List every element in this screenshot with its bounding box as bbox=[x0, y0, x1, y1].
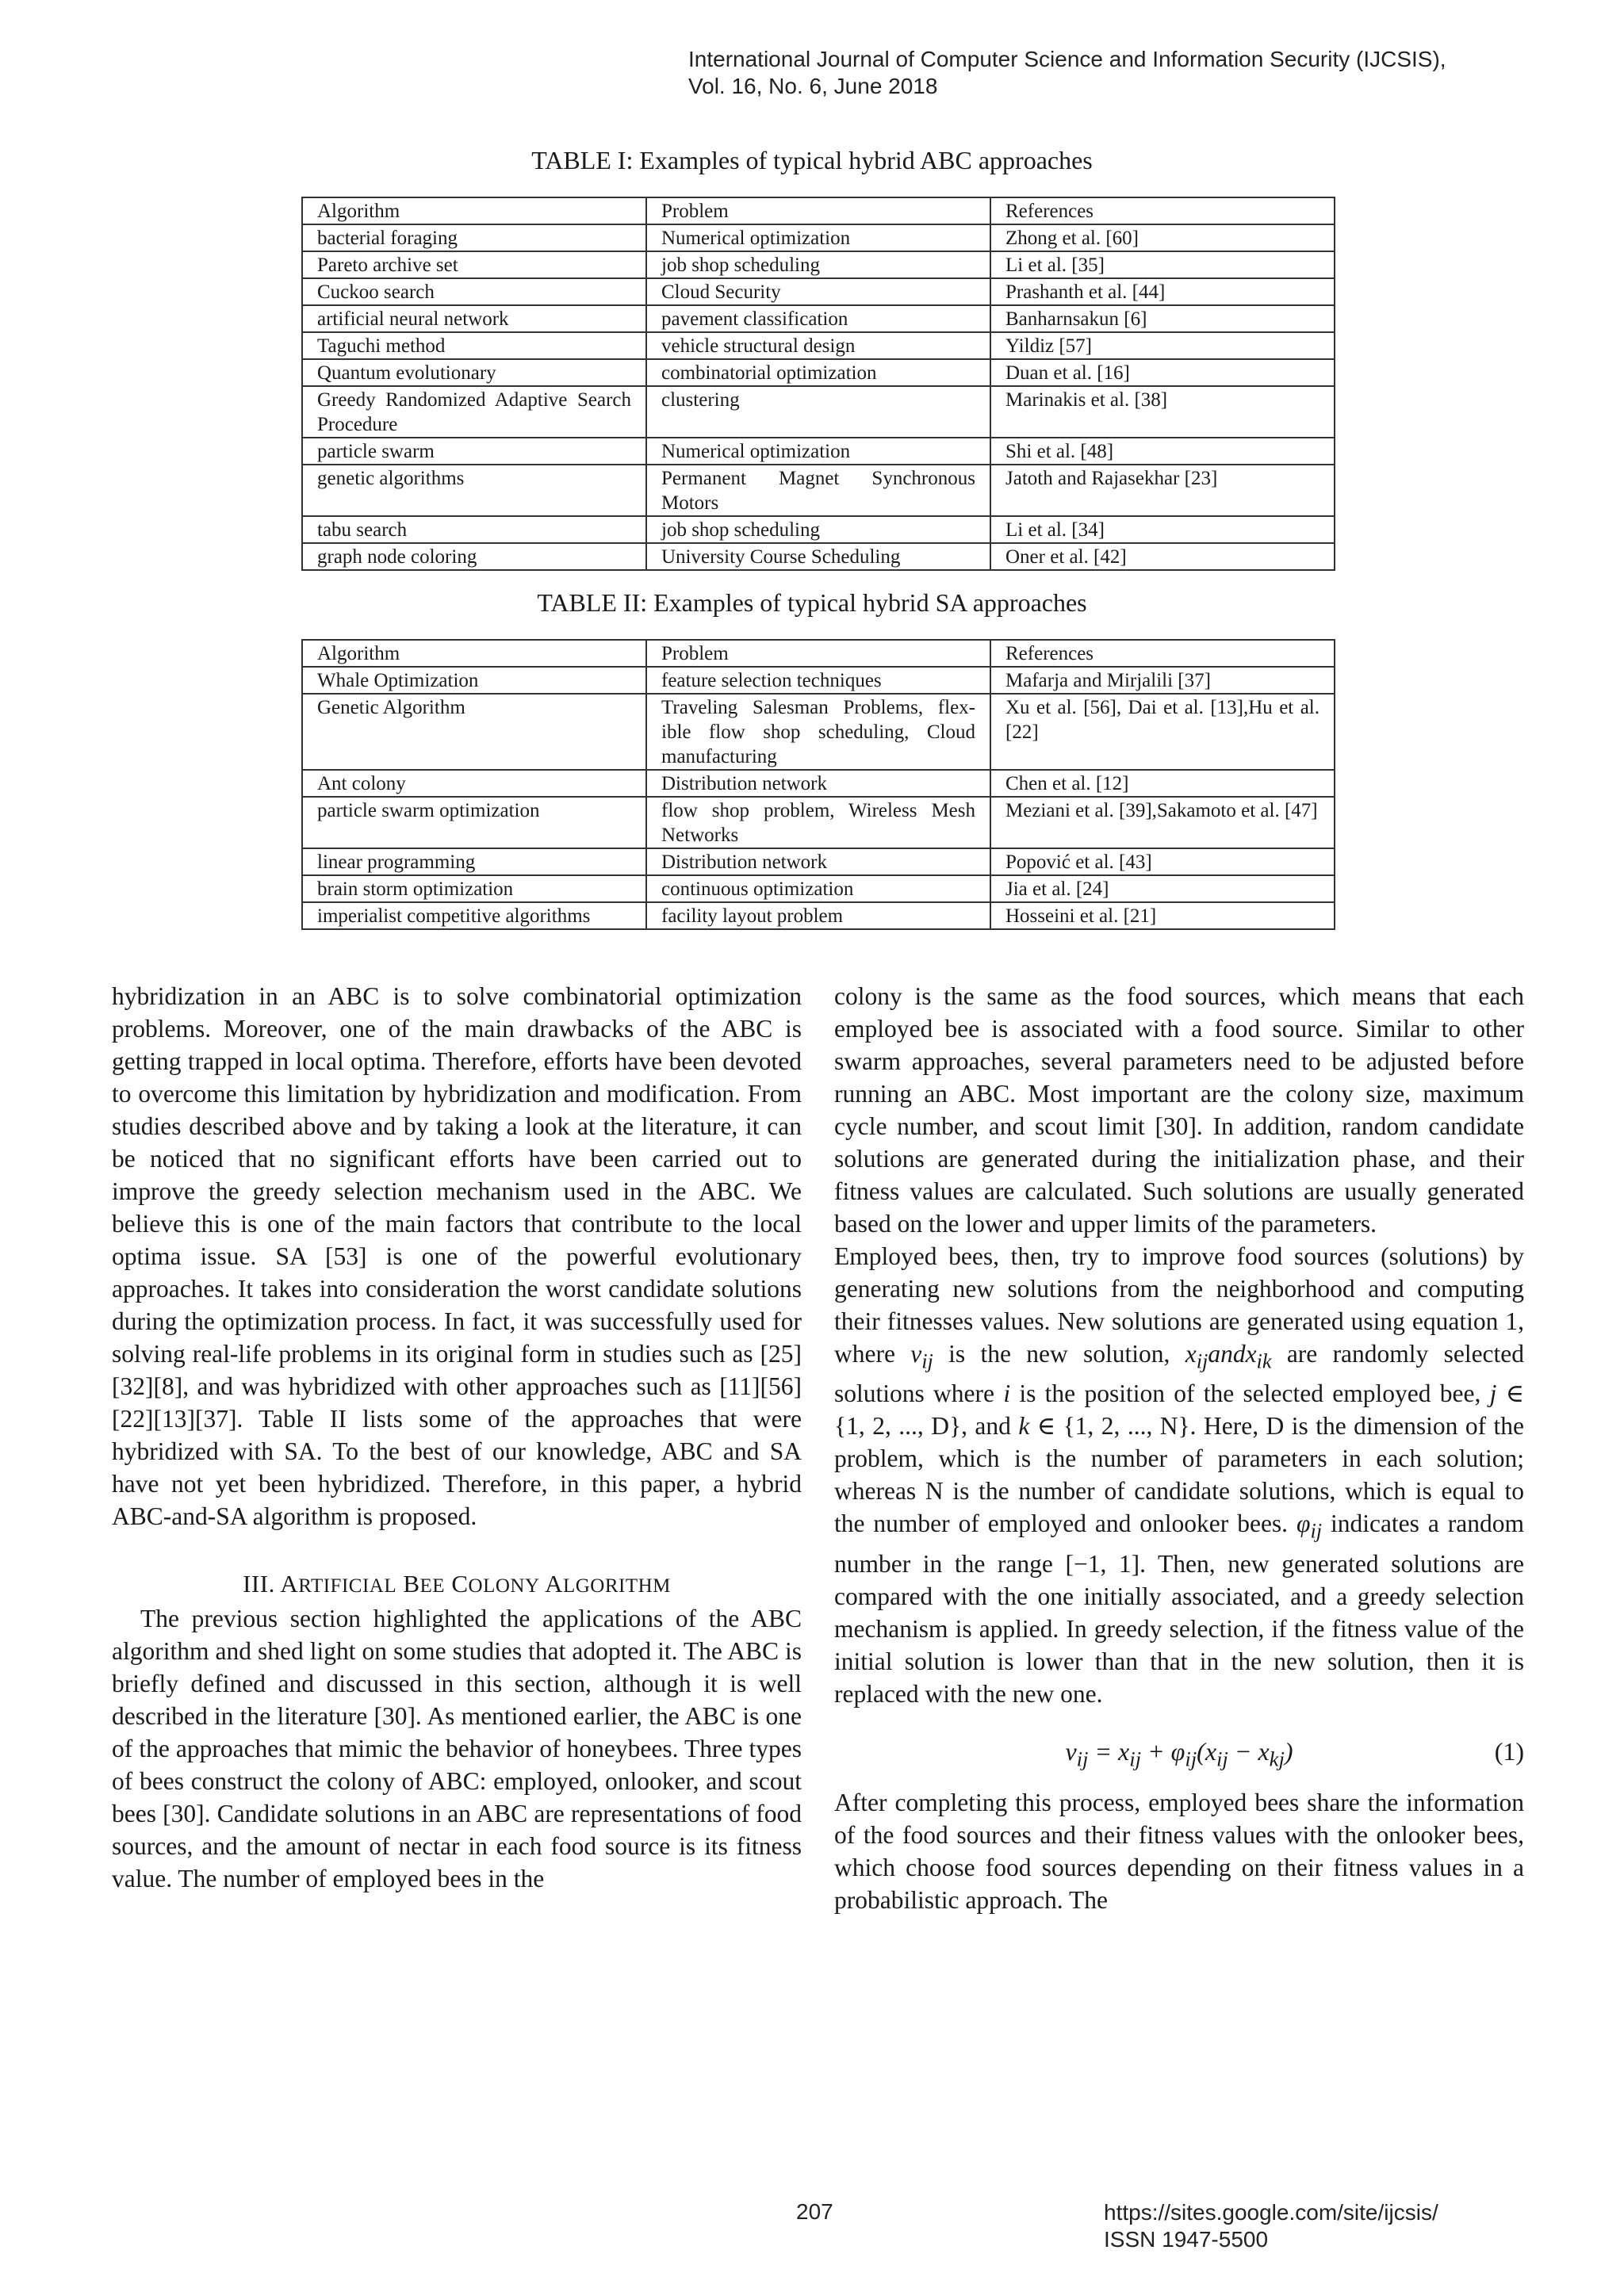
table-cell: Permanent Magnet Synchronous Motors bbox=[646, 465, 990, 516]
table-cell: particle swarm optimization bbox=[302, 797, 646, 848]
header-cell: Algorithm bbox=[302, 197, 646, 224]
header-cell: Problem bbox=[646, 640, 990, 667]
table-cell: Duan et al. [16] bbox=[990, 359, 1335, 386]
table-cell: Traveling Salesman Problems, flex-ible flow shop scheduling, Cloud manufacturing bbox=[646, 694, 990, 770]
table1-caption: TABLE I: Examples of typical hybrid ABC approaches bbox=[531, 146, 1093, 174]
table-cell: Marinakis et al. [38] bbox=[990, 386, 1335, 438]
table1 bbox=[301, 197, 1335, 571]
table-cell: flow shop problem, Wireless Mesh Networks bbox=[646, 797, 990, 848]
table-cell: Jia et al. [24] bbox=[990, 875, 1335, 902]
table-cell: bacterial foraging bbox=[302, 224, 646, 251]
table-cell: Pareto archive set bbox=[302, 251, 646, 278]
table-cell: artificial neural network bbox=[302, 305, 646, 332]
journal-header-line2: Vol. 16, No. 6, June 2018 bbox=[688, 74, 938, 98]
table-cell: Greedy Randomized Adaptive Search Procedure bbox=[302, 386, 646, 438]
footer-issn: ISSN 1947-5500 bbox=[1104, 2227, 1269, 2252]
table-cell: Mafarja and Mirjalili [37] bbox=[990, 667, 1335, 694]
table-row bbox=[302, 516, 1335, 543]
table-row bbox=[302, 902, 1335, 929]
table-cell: feature selection techniques bbox=[646, 667, 990, 694]
table-cell: brain storm optimization bbox=[302, 875, 646, 902]
table-cell: vehicle structural design bbox=[646, 332, 990, 359]
table-cell: Popović et al. [43] bbox=[990, 848, 1335, 875]
table-cell: job shop scheduling bbox=[646, 251, 990, 278]
section-number: III. bbox=[243, 1570, 275, 1598]
left-paragraph-2: The previous section highlighted the applications of the ABC algorithm and shed light on some studies that adopted it. The ABC is briefly defined and discussed in this section, although it is well described in the literature [30]. As mentioned earlier, the ABC is one of the approaches that mimic the behavior of honeybees. Three types of bees construct the colony of ABC: employed, onlooker, and scout bees [30]. Candidate solutions in an ABC are representations of food sources, and the amount of nectar in each food source is its fitness value. The number of employed bees in the bbox=[112, 1605, 802, 1892]
table-row bbox=[302, 278, 1335, 305]
table-cell: Hosseini et al. [21] bbox=[990, 902, 1335, 929]
math-x-and-x: $x_{ij}andx_{ik}$ bbox=[1185, 1340, 1272, 1373]
p2-text-e: and bbox=[975, 1412, 1011, 1441]
page-number: 207 bbox=[796, 2199, 833, 2224]
table-row bbox=[302, 224, 1335, 251]
table-cell: Taguchi method bbox=[302, 332, 646, 359]
table2-caption: TABLE II: Examples of typical hybrid SA approaches bbox=[537, 588, 1087, 617]
right-paragraph-2 bbox=[834, 1240, 1524, 1710]
table-row bbox=[302, 438, 1335, 465]
math-set-k: ∈ {1, 2, ..., N}. bbox=[1036, 1412, 1197, 1441]
table-row bbox=[302, 694, 1335, 770]
footer-url: https://sites.google.com/site/ijcsis/ bbox=[1104, 2200, 1438, 2225]
journal-header bbox=[688, 46, 1446, 100]
header-cell: Algorithm bbox=[302, 640, 646, 667]
table-cell: Numerical optimization bbox=[646, 224, 990, 251]
table-cell: Meziani et al. [39],Sakamoto et al. [47] bbox=[990, 797, 1335, 848]
table-cell: tabu search bbox=[302, 516, 646, 543]
table-cell: Oner et al. [42] bbox=[990, 543, 1335, 570]
header-cell: Problem bbox=[646, 197, 990, 224]
table-cell: Prashanth et al. [44] bbox=[990, 278, 1335, 305]
table-row bbox=[302, 251, 1335, 278]
p2-text-c: are randomly selected solutions where bbox=[834, 1340, 1525, 1408]
table-cell: Xu et al. [56], Dai et al. [13],Hu et al. [22] bbox=[990, 694, 1335, 770]
left-column bbox=[112, 980, 802, 1895]
equation-1 bbox=[834, 1718, 1524, 1783]
table-cell: Li et al. [34] bbox=[990, 516, 1335, 543]
table-cell: University Course Scheduling bbox=[646, 543, 990, 570]
table-cell: Banharnsakun [6] bbox=[990, 305, 1335, 332]
equation-number: (1) bbox=[1494, 1736, 1524, 1766]
math-i: i bbox=[1003, 1380, 1011, 1408]
table-cell: job shop scheduling bbox=[646, 516, 990, 543]
table-cell: linear programming bbox=[302, 848, 646, 875]
section-title: ARTIFICIAL BEE COLONY ALGORITHM bbox=[280, 1570, 671, 1598]
table-cell: Cloud Security bbox=[646, 278, 990, 305]
right-paragraph-1: colony is the same as the food sources, which means that each employed bee is associated with a food source. Similar to other swarm approaches, several parameters need to be adjusted before running an ABC. Most important are the colony size, maximum cycle number, and scout limit [30]. In addition, random candidate solutions are generated during the initialization phase, and their fitness values are calculated. Such solutions are usually generated based on the lower and upper limits of the parameters. bbox=[834, 982, 1524, 1238]
table-cell: Ant colony bbox=[302, 770, 646, 797]
footer-info bbox=[1104, 2199, 1438, 2253]
journal-header-line1: International Journal of Computer Science and Information Security (IJCSIS), bbox=[688, 47, 1446, 71]
table2 bbox=[301, 639, 1335, 930]
table-cell: continuous optimization bbox=[646, 875, 990, 902]
table1-header-row bbox=[302, 197, 1335, 224]
table-row bbox=[302, 848, 1335, 875]
table-cell: clustering bbox=[646, 386, 990, 438]
math-k: k bbox=[1018, 1412, 1030, 1441]
section-heading bbox=[112, 1567, 802, 1602]
table-row bbox=[302, 305, 1335, 332]
table-cell: facility layout problem bbox=[646, 902, 990, 929]
table-cell: imperialist competitive algorithms bbox=[302, 902, 646, 929]
table-cell: Distribution network bbox=[646, 770, 990, 797]
table-cell: genetic algorithms bbox=[302, 465, 646, 516]
table-row bbox=[302, 770, 1335, 797]
table-row bbox=[302, 465, 1335, 516]
table-cell: Numerical optimization bbox=[646, 438, 990, 465]
math-j: j bbox=[1489, 1380, 1497, 1408]
p2-text-f: Here, D is the dimension of the problem, which is the number of parameters in each solution; whereas N is the number of candidate solutions, which is equal to the number of employed and onlooker bees. bbox=[834, 1412, 1524, 1538]
table-cell: Quantum evolutionary bbox=[302, 359, 646, 386]
math-range: [−1, 1]. bbox=[1065, 1549, 1147, 1578]
header-cell: References bbox=[990, 197, 1335, 224]
table-cell: combinatorial optimization bbox=[646, 359, 990, 386]
table-row bbox=[302, 875, 1335, 902]
table-row bbox=[302, 359, 1335, 386]
table-row bbox=[302, 797, 1335, 848]
right-column bbox=[834, 980, 1524, 1916]
right-paragraph-3: After completing this process, employed bees share the information of the food sources and their fitness values with the onlooker bees, which choose food sources depending on their fitness values in a probabilistic approach. The bbox=[834, 1788, 1524, 1914]
math-set-j: ∈ {1, 2, ..., D}, bbox=[834, 1380, 1525, 1441]
table-cell: pavement classification bbox=[646, 305, 990, 332]
table-cell: Zhong et al. [60] bbox=[990, 224, 1335, 251]
math-v: $v_{ij}$ bbox=[910, 1340, 933, 1373]
p2-text-h: Then, new generated solutions are compared with the one initially associated, and a greedy selection mechanism is applied. In greedy selection, if the fitness value of the initial solution is lower than that in the new solution, then it is replaced with the new one. bbox=[834, 1549, 1525, 1708]
table-cell: Li et al. [35] bbox=[990, 251, 1335, 278]
p2-text-a: Employed bees, then, try to improve food sources (solutions) by generating new solutions from the neighborhood and computing their fitnesses values. New solutions are generated using equation 1, where bbox=[834, 1242, 1524, 1368]
p2-text-b: is the new solution, bbox=[948, 1340, 1170, 1368]
table-cell: Cuckoo search bbox=[302, 278, 646, 305]
table-cell: Yildiz [57] bbox=[990, 332, 1335, 359]
table-row bbox=[302, 332, 1335, 359]
table-cell: Chen et al. [12] bbox=[990, 770, 1335, 797]
table-cell: Jatoth and Rajasekhar [23] bbox=[990, 465, 1335, 516]
left-paragraph-1: hybridization in an ABC is to solve combinatorial optimization problems. Moreover, one of the main drawbacks of the ABC is getting trapped in local optima. Therefore, efforts have been devoted to overcome this limitation by hybridization and modification. From studies described above and by taking a look at the literature, it can be noticed that no significant efforts have been carried out to improve the greedy selection mechanism used in the ABC. We believe this is one of the main factors that contribute to the local optima issue. SA [53] is one of the powerful evolutionary approaches. It takes into consideration the worst candidate solutions during the optimization process. In fact, it was successfully used for solving real-life problems in its original form in studies such as [25][32][8], and was hybridized with other approaches such as [11][56][22][13][37]. Table II lists some of the approaches that were hybridized with SA. To the best of our knowledge, ABC and SA have not yet been hybridized. Therefore, in this paper, a hybrid ABC-and-SA algorithm is proposed. bbox=[112, 982, 802, 1530]
table-cell: particle swarm bbox=[302, 438, 646, 465]
table-row bbox=[302, 386, 1335, 438]
table-cell: Whale Optimization bbox=[302, 667, 646, 694]
p2-text-d: is the position of the selected employed bee, bbox=[1019, 1380, 1481, 1408]
table-cell: Genetic Algorithm bbox=[302, 694, 646, 770]
p2-text-g: indicates a random number in the range bbox=[834, 1510, 1524, 1578]
table-row bbox=[302, 667, 1335, 694]
equation-body: $v_{ij} = x_{ij} + \varphi_{ij}(x_{ij} - x_{kj})$ bbox=[1065, 1736, 1293, 1770]
table2-header-row bbox=[302, 640, 1335, 667]
table-cell: Shi et al. [48] bbox=[990, 438, 1335, 465]
table-cell: Distribution network bbox=[646, 848, 990, 875]
table-cell: graph node coloring bbox=[302, 543, 646, 570]
table-row bbox=[302, 543, 1335, 570]
header-cell: References bbox=[990, 640, 1335, 667]
math-phi: $\varphi_{ij}$ bbox=[1297, 1510, 1323, 1543]
